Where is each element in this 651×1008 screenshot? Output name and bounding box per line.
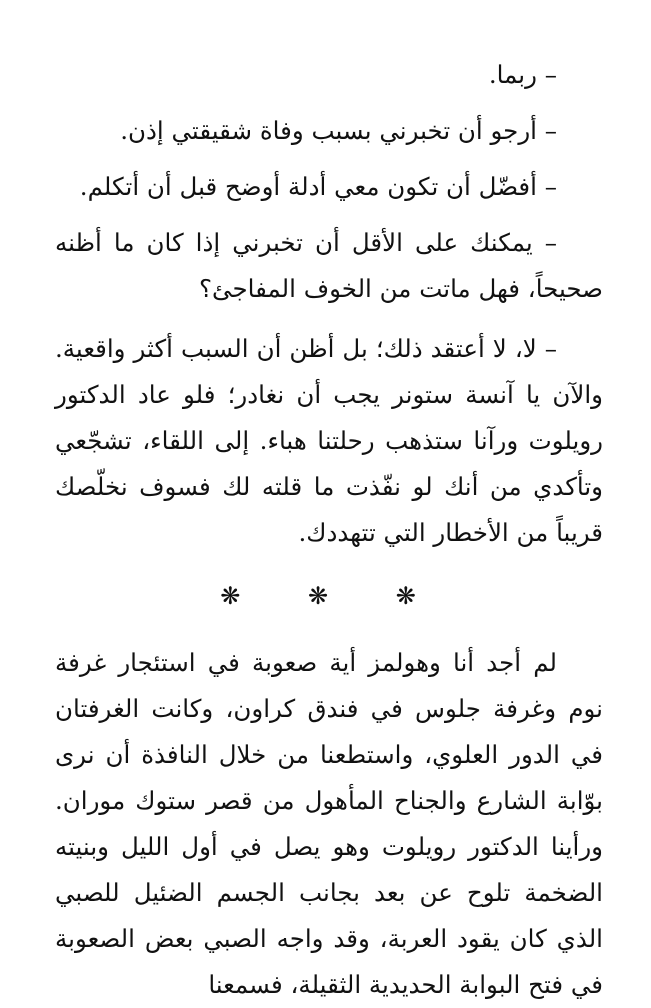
dialogue-line-5: – لا، لا أعتقد ذلك؛ بل أظن أن السبب أكثر واقعية. والآن يا آنسة ستونر يجب أن نغادر؛ فلو عاد الدكتور رويلوت ورآنا ستذهب رحلتنا هباء. إلى اللقاء، تشجّعي وتأكدي من أنك لو نفّذت ما قلته لك فسوف نخلّصك قريباً من الأخطار التي تتهددك. bbox=[55, 334, 603, 547]
separator-ornament: ❋ bbox=[395, 582, 438, 610]
dialogue-line-3: – أفضّل أن تكون معي أدلة أوضح قبل أن أتكلم. bbox=[79, 172, 557, 201]
page-body bbox=[55, 52, 603, 1008]
separator-ornament: ❋ bbox=[220, 582, 263, 610]
section-separator bbox=[55, 576, 603, 616]
dialogue-line-4: – يمكنك على الأقل أن تخبرني إذا كان ما أظنه صحيحاً، فهل ماتت من الخوف المفاجئ؟ bbox=[55, 228, 603, 303]
narrative-paragraph: لم أجد أنا وهولمز أية صعوبة في استئجار غرفة نوم وغرفة جلوس في فندق كراون، وكانت الغرفتان في الدور العلوي، واستطعنا من خلال النافذة أن نرى بوّابة الشارع والجناح المأهول من قصر ستوك موران. ورأينا الدكتور رويلوت وهو يصل في أول الليل وبنيته الضخمة تلوح عن بعد بجانب الجسم الضئيل للصبي الذي كان يقود العربة، وقد واجه الصبي بعض الصعوبة في فتح البوابة الحديدية الثقيلة، فسمعنا bbox=[55, 648, 603, 999]
dialogue-line-2: – أرجو أن تخبرني بسبب وفاة شقيقتي إذن. bbox=[120, 116, 557, 145]
separator-ornament: ❋ bbox=[307, 582, 351, 610]
dialogue-line-1: – ربما. bbox=[488, 60, 557, 89]
